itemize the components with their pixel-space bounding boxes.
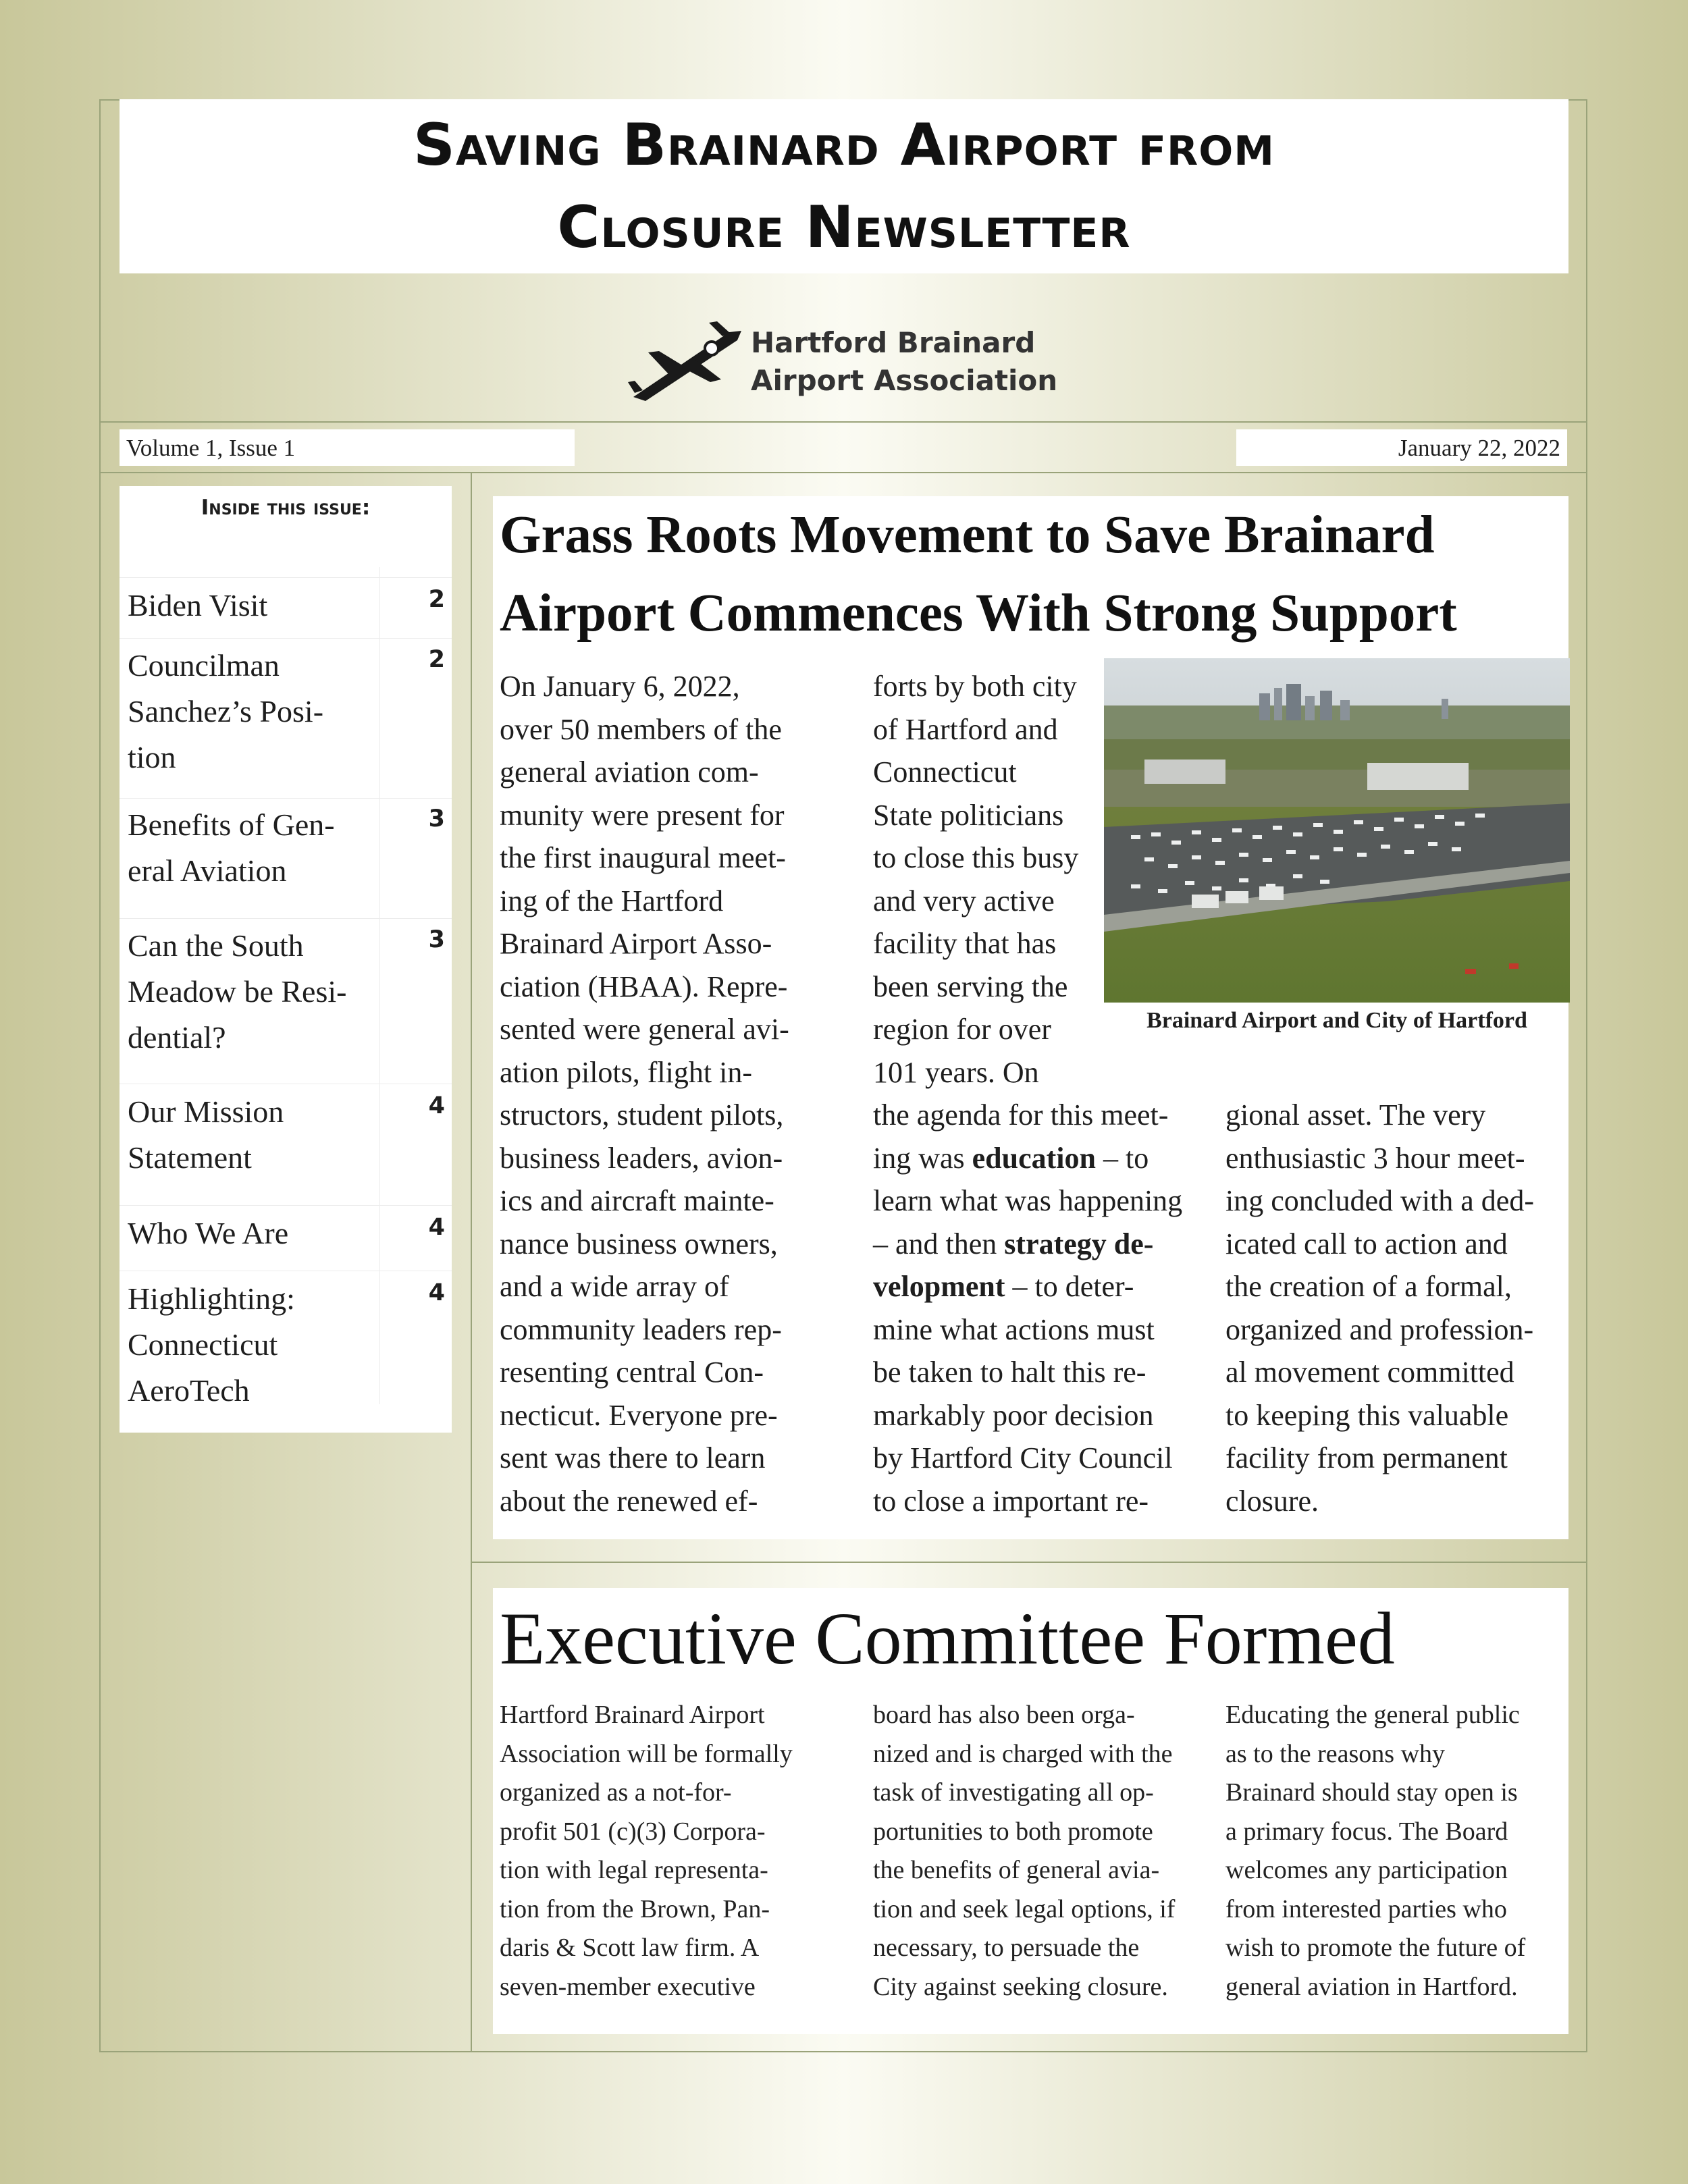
toc-page-number: 3	[428, 805, 445, 832]
toc-label: Councilman	[128, 648, 280, 683]
toc-label: eral Aviation	[128, 853, 287, 888]
headline-line-2: Airport Commences With Strong Support	[500, 584, 1457, 643]
sidebar-divider	[471, 472, 472, 2052]
date-box	[1236, 429, 1567, 466]
volume-issue: Volume 1, Issue 1	[126, 435, 296, 461]
toc-label: Who We Are	[128, 1216, 289, 1250]
toc-label: Meadow be Resi-	[128, 974, 347, 1009]
article-column-2-bottom: the agenda for this meet- ing was education – to learn what was happening – and then strategy de- velopment – to deter- mine what actions must be taken to halt this re- markably poor decision by Hartford City Council to close a important re-	[873, 1098, 1183, 1518]
article-divider	[471, 1562, 1587, 1563]
toc-page-number: 3	[428, 926, 445, 953]
toc-label: Benefits of Gen-	[128, 807, 335, 842]
toc-label: Connecticut	[128, 1327, 278, 1362]
article-column-1: On January 6, 2022, over 50 members of the general aviation com- munity were present for the first inaugural meet- ing of the Hartford Brainard Airport Asso- ciation (HBAA). Repre- sented were general avi- ation pilots, flight in- structors, student pilots, business leaders, avion- ics and aircraft mainte- nance business owners, and a wide array of community leaders rep- resenting central Con- necticut. Everyone pre- sent was there to learn about the renewed ef-	[500, 670, 789, 1518]
toc-separator	[120, 798, 452, 799]
toc-page-number: 4	[428, 1279, 445, 1306]
inside-issue-sidebar	[120, 486, 452, 1433]
toc-label: tion	[128, 740, 176, 774]
toc-label: Can the South	[128, 928, 304, 963]
article-executive-committee	[493, 1588, 1568, 2034]
toc-separator	[120, 638, 452, 639]
article-column-2-top: forts by both city of Hartford and Connecticut State politicians to close this busy and very active facility that has been serving the region for over 101 years. On	[873, 670, 1079, 1089]
header-divider	[99, 421, 1587, 423]
title-line-1: Saving Brainard Airport from	[413, 111, 1275, 179]
logo-line-2: Airport Association	[751, 364, 1058, 397]
toc-label: Our Mission	[128, 1094, 284, 1129]
toc-label: AeroTech	[128, 1373, 250, 1408]
association-logo	[628, 317, 1058, 405]
article-headline: Executive Committee Formed	[500, 1597, 1395, 1680]
toc-page-number: 4	[428, 1092, 445, 1119]
issue-date: January 22, 2022	[1398, 435, 1560, 461]
photo-caption: Brainard Airport and City of Hartford	[1146, 1008, 1527, 1033]
toc-page-number: 4	[428, 1214, 445, 1241]
title-line-2: Closure Newsletter	[557, 194, 1131, 261]
volume-box	[120, 429, 575, 466]
toc-separator	[120, 1205, 452, 1206]
article-column-3: gional asset. The very enthusiastic 3 hour meet- ing concluded with a ded- icated call to action and the creation of a formal, organized and profession- al movement committed to keeping this valuable facility from permanent closure.	[1225, 1098, 1534, 1518]
toc-separator	[120, 577, 452, 578]
inside-heading: Inside this issue:	[201, 496, 371, 520]
toc-label: Sanchez’s Posi-	[128, 694, 324, 728]
toc-page-number: 2	[428, 646, 445, 673]
airport-photo	[1104, 658, 1570, 1003]
toc-label: Statement	[128, 1140, 252, 1175]
newsletter-title	[413, 104, 1275, 269]
logo-text	[751, 324, 1057, 400]
article-column-3: Educating the general public as to the reasons why Brainard should stay open is a primary focus. The Board welcomes any participation from interested parties who wish to promote the future of general aviation in Hartford.	[1225, 1701, 1526, 2001]
meta-divider	[99, 472, 1587, 473]
article-grass-roots	[493, 496, 1568, 1539]
headline-line-1: Grass Roots Movement to Save Brainard	[500, 506, 1435, 564]
toc-column-rule	[379, 567, 380, 1404]
title-box	[120, 99, 1568, 273]
airplane-icon	[628, 317, 749, 405]
toc-separator	[120, 918, 452, 919]
article-headline	[500, 496, 1560, 653]
toc-page-number: 2	[428, 586, 445, 613]
toc-label: Highlighting:	[128, 1281, 295, 1316]
logo-line-1: Hartford Brainard	[751, 326, 1036, 359]
article-column-2: board has also been orga- nized and is charged with the task of investigating all op- portunities to both promote the benefits of general avia- tion and seek legal options, if necessary, to persuade the City against seeking closure.	[873, 1701, 1176, 2001]
article-column-1: Hartford Brainard Airport Association will be formally organized as a not-for- profit 501 (c)(3) Corpora- tion with legal representa- tion from the Brown, Pan- daris & Scott law firm. A seven-member executive	[500, 1701, 793, 2001]
toc-label: dential?	[128, 1020, 226, 1055]
toc-label: Biden Visit	[128, 588, 268, 622]
